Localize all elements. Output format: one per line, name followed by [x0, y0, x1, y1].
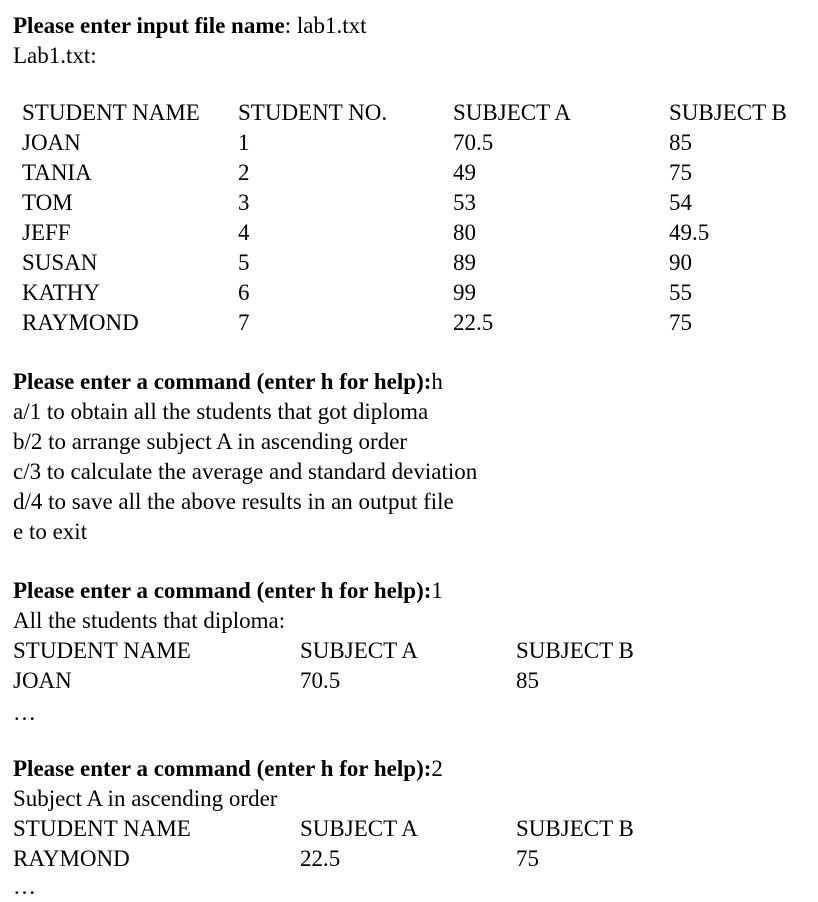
header-subject-b: SUBJECT B	[516, 638, 634, 663]
cell-no: 2	[238, 160, 250, 185]
cell-name: TOM	[22, 190, 73, 215]
cell-subject-b: 90	[669, 250, 692, 275]
file-label: Lab1.txt:	[13, 43, 97, 68]
cell-subject-a: 70.5	[300, 668, 341, 693]
input-file-prompt-label: Please enter input file name	[13, 13, 285, 38]
cell-name: JOAN	[13, 668, 72, 693]
command-2-prompt	[13, 754, 443, 784]
command-1-prompt	[13, 576, 443, 606]
command-1-caption: All the students that diploma:	[13, 608, 286, 633]
header-student-name: STUDENT NAME	[13, 816, 191, 841]
cell-subject-b: 85	[669, 130, 692, 155]
help-line: e to exit	[13, 519, 88, 544]
cell-no: 5	[238, 250, 250, 275]
command-prompt-label: Please enter a command (enter h for help):	[13, 578, 432, 603]
command-prompt-label: Please enter a command (enter h for help):	[13, 369, 432, 394]
command-2-caption: Subject A in ascending order	[13, 786, 278, 811]
cell-name: SUSAN	[22, 250, 98, 275]
cell-subject-a: 22.5	[300, 846, 341, 871]
cell-name: JOAN	[22, 130, 81, 155]
help-line: b/2 to arrange subject A in ascending order	[13, 429, 408, 454]
cell-subject-a: 89	[453, 250, 476, 275]
cell-subject-b: 75	[669, 160, 692, 185]
command-input: 1	[431, 578, 443, 603]
header-student-no: STUDENT NO.	[238, 100, 388, 125]
cell-name: RAYMOND	[13, 846, 130, 871]
header-subject-a: SUBJECT A	[300, 638, 418, 663]
command-input: h	[431, 369, 443, 394]
cell-subject-a: 70.5	[453, 130, 494, 155]
cell-subject-b: 54	[669, 190, 692, 215]
cell-subject-a: 80	[453, 220, 476, 245]
header-student-name: STUDENT NAME	[13, 638, 191, 663]
cell-no: 7	[238, 310, 250, 335]
cell-subject-a: 49	[453, 160, 476, 185]
header-subject-b: SUBJECT B	[669, 100, 787, 125]
cell-subject-b: 55	[669, 280, 692, 305]
cell-name: TANIA	[22, 160, 92, 185]
header-subject-a: SUBJECT A	[453, 100, 571, 125]
cell-name: JEFF	[22, 220, 71, 245]
cell-subject-b: 75	[669, 310, 692, 335]
input-file-prompt	[13, 11, 366, 41]
help-line: c/3 to calculate the average and standard deviation	[13, 459, 478, 484]
cell-subject-b: 49.5	[669, 220, 710, 245]
help-line: a/1 to obtain all the students that got diploma	[13, 399, 429, 424]
ellipsis: …	[13, 700, 36, 725]
cell-no: 4	[238, 220, 250, 245]
command-prompt-label: Please enter a command (enter h for help):	[13, 756, 432, 781]
ellipsis: …	[13, 874, 36, 899]
cell-name: KATHY	[22, 280, 100, 305]
header-subject-b: SUBJECT B	[516, 816, 634, 841]
cell-subject-a: 53	[453, 190, 476, 215]
command-input: 2	[431, 756, 443, 781]
cell-no: 1	[238, 130, 250, 155]
cell-subject-b: 85	[516, 668, 539, 693]
cell-no: 6	[238, 280, 250, 305]
header-student-name: STUDENT NAME	[22, 100, 200, 125]
cell-subject-a: 22.5	[453, 310, 494, 335]
cell-name: RAYMOND	[22, 310, 139, 335]
header-subject-a: SUBJECT A	[300, 816, 418, 841]
cell-subject-a: 99	[453, 280, 476, 305]
help-line: d/4 to save all the above results in an output file	[13, 489, 454, 514]
cell-subject-b: 75	[516, 846, 539, 871]
help-command-prompt	[13, 367, 443, 397]
cell-no: 3	[238, 190, 250, 215]
input-file-name: : lab1.txt	[284, 13, 367, 38]
